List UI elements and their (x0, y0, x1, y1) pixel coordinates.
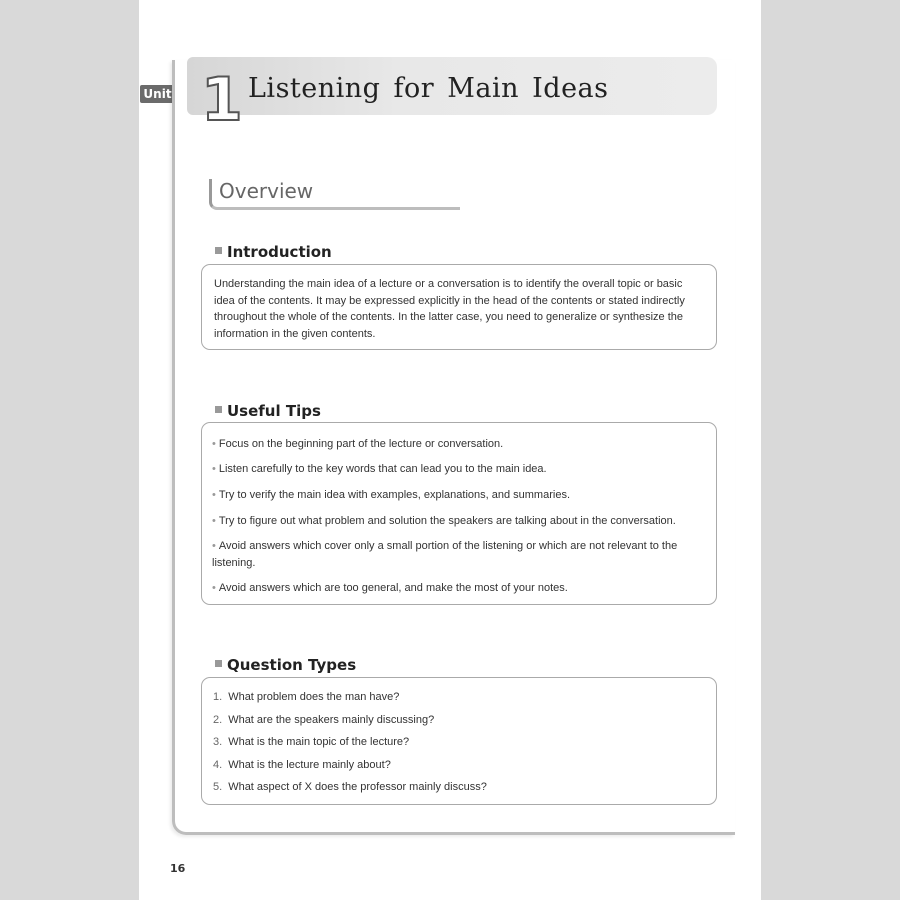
question-text: What problem does the man have? (228, 691, 400, 703)
question-types-heading-text: Question Types (227, 656, 357, 674)
tip-text: Focus on the beginning part of the lecture or conversation. (218, 438, 504, 450)
introduction-heading (215, 243, 332, 261)
introduction-heading-text: Introduction (227, 243, 332, 261)
bullet-icon: • (212, 515, 216, 527)
overview-tab (209, 179, 460, 210)
introduction-text: Understanding the main idea of a lecture or a conversation is to identify the overall topic or basic idea of the contents. It may be expressed explicitly in the head of the contents or stated indirectly throughout the whole of the contents. In the latter case, you need to generalize or synthesize the information in the given contents. (214, 278, 685, 340)
page-title: Listening for Main Ideas (248, 73, 609, 104)
tip-text: Try to figure out what problem and solution the speakers are talking about in the conversation. (218, 515, 676, 527)
tip-item (212, 580, 702, 597)
bullet-icon: • (212, 582, 216, 594)
useful-tips-heading (215, 402, 321, 420)
tip-item (212, 436, 702, 453)
tip-text: Avoid answers which are too general, and make the most of your notes. (218, 582, 568, 594)
question-item (213, 691, 399, 703)
bullet-icon: • (212, 438, 216, 450)
tip-item (212, 538, 702, 571)
bullet-icon: • (212, 463, 216, 475)
unit-number: 1 (201, 65, 243, 135)
bullet-icon: • (212, 540, 216, 552)
question-text: What are the speakers mainly discussing? (228, 714, 435, 726)
question-number: 2. (213, 714, 223, 726)
square-bullet-icon (215, 406, 222, 413)
question-types-heading (215, 656, 356, 674)
page-number: 16 (170, 862, 186, 875)
unit-badge: Unit (140, 85, 175, 103)
useful-tips-box (201, 422, 717, 605)
question-types-box (201, 677, 717, 805)
question-text: What aspect of X does the professor mainly discuss? (228, 781, 487, 793)
tip-item (212, 487, 702, 504)
question-text: What is the lecture mainly about? (228, 759, 391, 771)
introduction-box (201, 264, 717, 350)
square-bullet-icon (215, 660, 222, 667)
question-number: 4. (213, 759, 223, 771)
overview-label: Overview (219, 179, 314, 203)
tip-text: Listen carefully to the key words that can lead you to the main idea. (218, 463, 547, 475)
question-number: 3. (213, 736, 223, 748)
tip-text: Try to verify the main idea with examples, explanations, and summaries. (218, 489, 570, 501)
question-number: 1. (213, 691, 223, 703)
square-bullet-icon (215, 247, 222, 254)
question-item (213, 714, 434, 726)
bullet-icon: • (212, 489, 216, 501)
question-item (213, 759, 391, 771)
question-text: What is the main topic of the lecture? (228, 736, 410, 748)
useful-tips-heading-text: Useful Tips (227, 402, 321, 420)
question-item (213, 736, 409, 748)
tip-text: Avoid answers which cover only a small portion of the listening or which are not relevant to the listening. (212, 540, 678, 569)
tip-item (212, 461, 702, 478)
question-item (213, 781, 487, 793)
tip-item (212, 513, 702, 530)
question-number: 5. (213, 781, 223, 793)
